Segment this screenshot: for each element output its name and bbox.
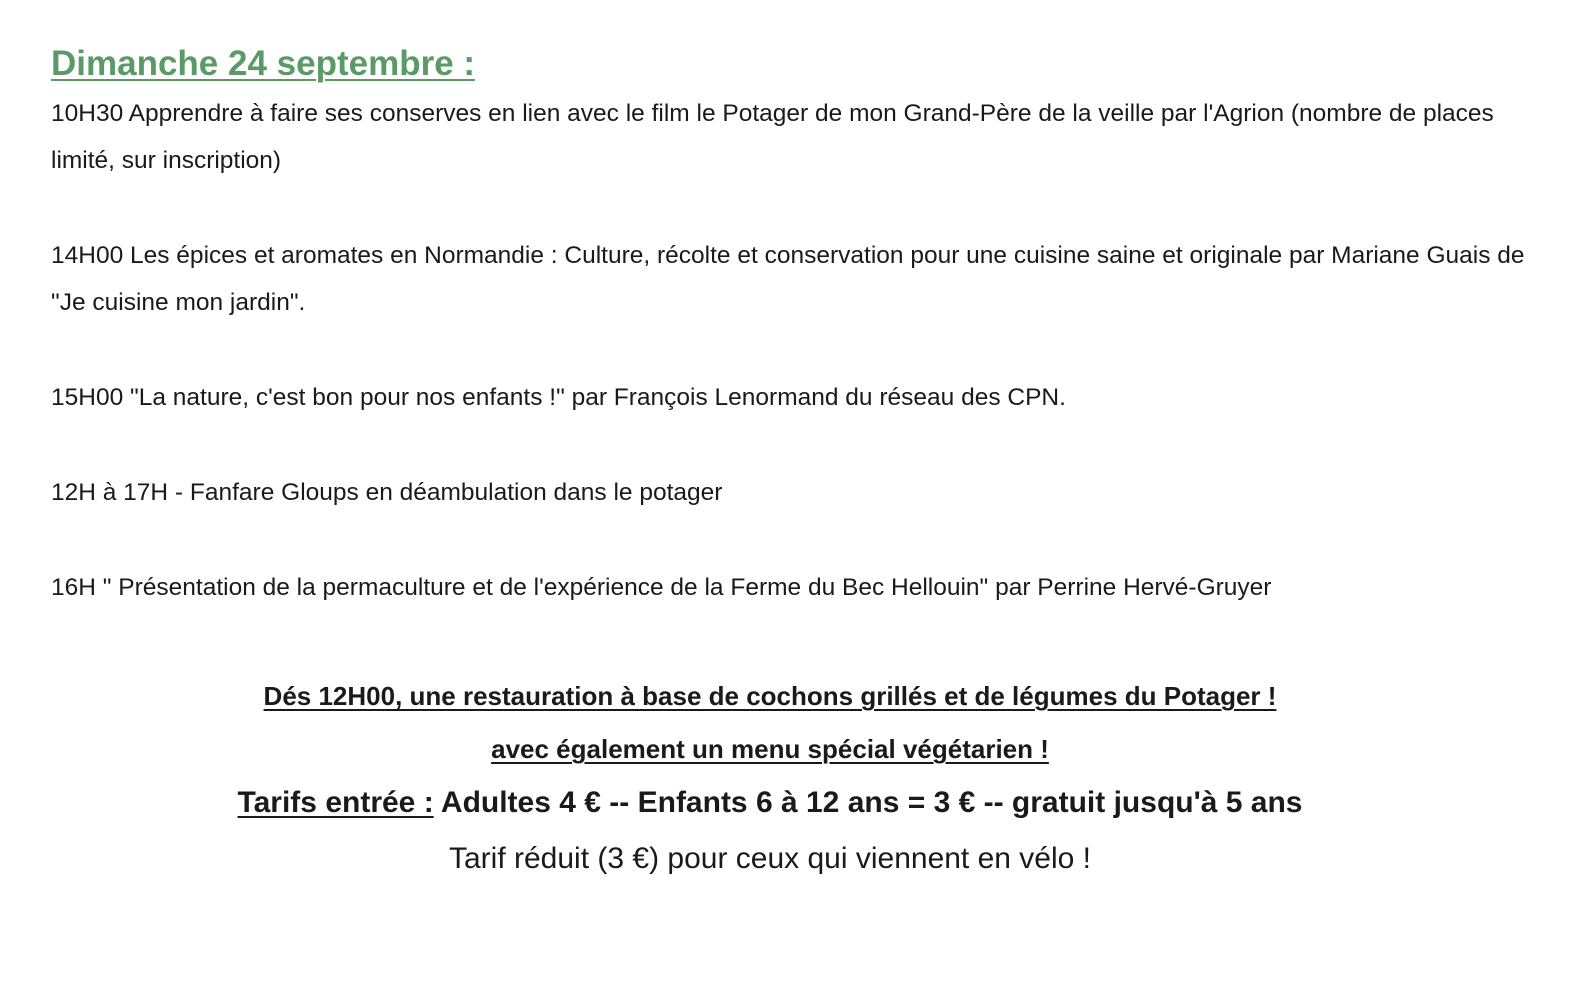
event-list bbox=[51, 90, 1531, 611]
entry-prices-values: Adultes 4 € -- Enfants 6 à 12 ans = 3 € -- gratuit jusqu'à 5 ans bbox=[433, 786, 1303, 819]
practical-info bbox=[0, 670, 1540, 889]
vegetarian-notice: avec également un menu spécial végétarien ! bbox=[491, 734, 1049, 764]
entry-prices bbox=[0, 776, 1540, 829]
event-item: 16H " Présentation de la permaculture et de l'expérience de la Ferme du Bec Hellouin" par Perrine Hervé-Gruyer bbox=[51, 574, 1272, 601]
event-item: 15H00 "La nature, c'est bon pour nos enfants !" par François Lenormand du réseau des CPN. bbox=[51, 384, 1066, 411]
event-item: 14H00 Les épices et aromates en Normandie : Culture, récolte et conservation pour une cuisine saine et originale par Mariane Guais de "Je cuisine mon jardin". bbox=[51, 242, 1525, 316]
day-heading: Dimanche 24 septembre : bbox=[51, 44, 476, 83]
reduced-price-notice: Tarif réduit (3 €) pour ceux qui viennent en vélo ! bbox=[448, 842, 1092, 875]
event-item: 10H30 Apprendre à faire ses conserves en lien avec le film le Potager de mon Grand-Père de la veille par l'Agrion (nombre de places limité, sur inscription) bbox=[51, 100, 1494, 174]
program-document bbox=[51, 40, 1531, 611]
event-item: 12H à 17H - Fanfare Gloups en déambulation dans le potager bbox=[51, 479, 723, 506]
restauration-notice: Dés 12H00, une restauration à base de cochons grillés et de légumes du Potager ! bbox=[263, 681, 1277, 711]
entry-prices-label: Tarifs entrée : bbox=[237, 786, 434, 819]
